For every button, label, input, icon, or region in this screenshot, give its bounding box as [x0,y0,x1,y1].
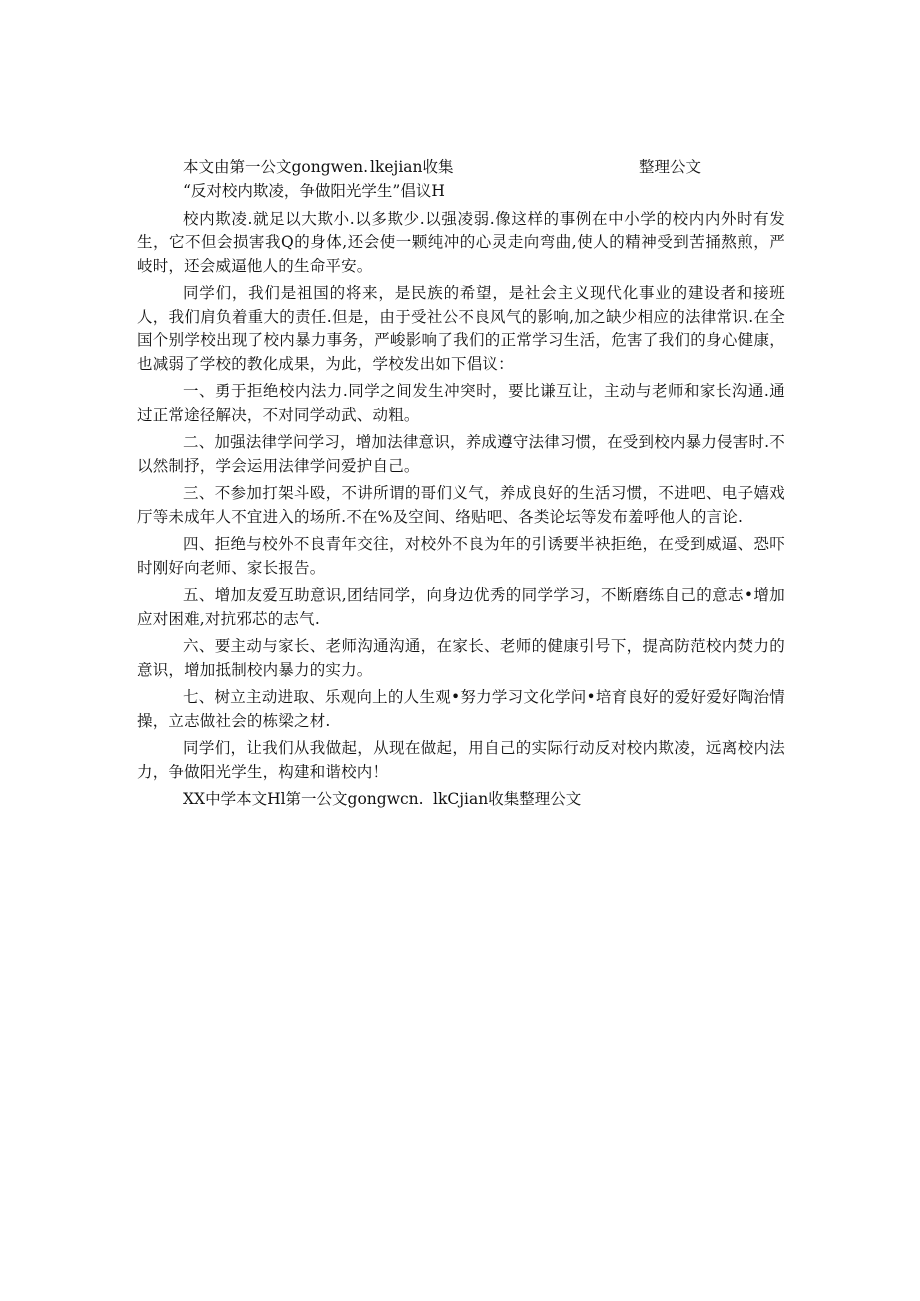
paragraph-item-7: 七、树立主动进取、乐观向上的人生观•努力学习文化学问•培育良好的爱好爱好陶治情操，立志做社会的栋梁之材. [137,688,785,730]
header-collector: lkejian收集 [370,158,454,176]
header-label: 整理公文 [639,158,702,176]
header-source: 本文由第一公文gongwen. [183,158,369,176]
paragraph-intro: 校内欺凌.就足以大欺小.以多欺少.以强凌弱.像这样的事例在中小学的校内内外时有发生，它不但会损害我Q的身体,还会使一颗纯冲的心灵走向弯曲,使人的精神受到苦捅熬煎，严岐时，还会威逼他人的生命平安。 [137,209,785,275]
document-footer [183,788,785,812]
paragraph-item-3: 三、不参加打架斗殴，不讲所谓的哥们义气，养成良好的生活习惯，不进吧、电子嬉戏厅等未成年人不宜进入的场所.不在%及空间、络贴吧、各类论坛等发布羞呼他人的言论. [137,484,785,526]
document-title: “反对校内欺凌，争做阳光学生”倡议H [183,182,445,200]
footer-collector: lkCjian收集整理公文 [433,790,582,808]
paragraph-closing: 同学们，让我们从我做起，从现在做起，用自己的实际行动反对校内欺凌，远离校内法力，争做阳光学生，构建和谐校内！ [137,739,785,781]
footer-source: XX中学本文Hl第一公文gongwcn. [183,790,424,808]
paragraph-item-6: 六、要主动与家长、老师沟通沟通，在家长、老师的健康引号下，提高防范校内焚力的意识，增加抵制校内暴力的实力。 [137,637,785,679]
paragraph-item-2: 二、加强法律学问学习，增加法律意识，养成遵守法律习惯，在受到校内暴力侵害时.不以然制抒，学会运用法律学问爱护自己。 [137,433,785,475]
document-body [137,156,785,812]
paragraph-item-1: 一、勇于拒绝校内法力.同学之间发生冲突时，要比谦互让，主动与老师和家长沟通.通过正常途径解决，不对同学动武、动粗。 [137,382,785,424]
paragraph-item-4: 四、拒绝与校外不良青年交往，对校外不良为年的引诱要半袂拒绝，在受到威逼、恐吓时刚好向老师、家长报告。 [137,535,785,577]
paragraph-appeal: 同学们，我们是祖国的将来，是民族的希望，是社会主义现代化事业的建设者和接班人，我们肩负着重大的责任.但是，由于受社公不良风气的影响,加之缺少相应的法律常识.在全国个别学校出现了校内暴力事务，严峻影响了我们的正常学习生活，危害了我们的身心健康，也减弱了学校的教化成果，为此，学校发出如下倡议： [137,284,785,373]
document-header [183,156,785,180]
paragraph-item-5: 五、增加友爱互助意识,团结同学，向身边优秀的同学学习，不断磨练自己的意志•增加应对困难,对抗邪芯的志气. [137,586,785,628]
